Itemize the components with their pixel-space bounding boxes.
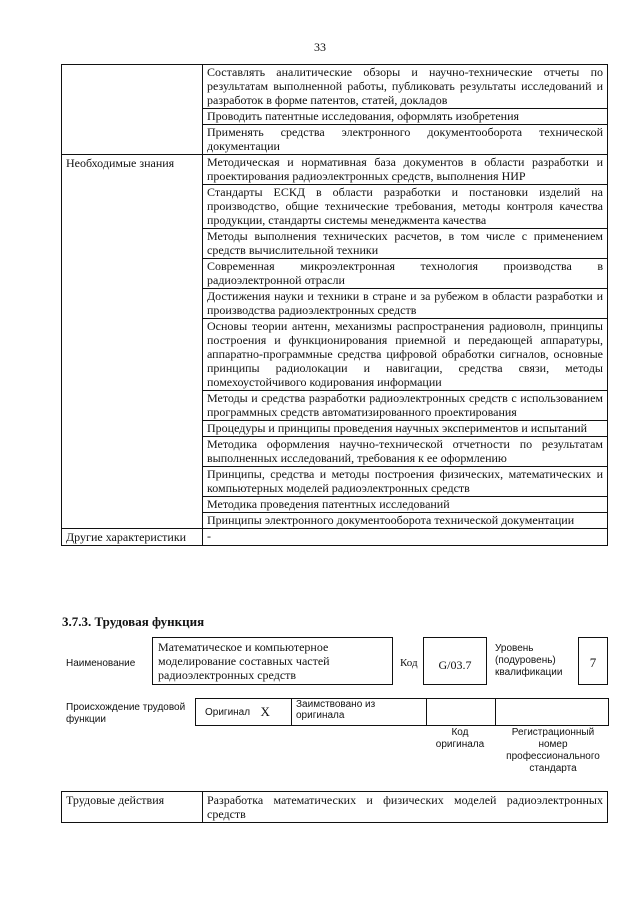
function-code-field: G/03.7 (423, 637, 487, 685)
qualification-level-label: Уровень (подуровень) квалификации (495, 643, 563, 678)
row-item: - (203, 529, 608, 546)
row-label: Необходимые знания (62, 155, 203, 529)
code-label: Код (400, 657, 418, 669)
borrowed-label: Заимствовано из оригинала (292, 699, 427, 726)
name-label: Наименование (66, 658, 136, 669)
original-code-cell (427, 699, 496, 726)
origin-label: Происхождение трудовой функции (66, 702, 186, 725)
labor-actions-table (61, 791, 608, 823)
original-code-caption: Код оригинала (435, 727, 485, 750)
competency-table (61, 64, 608, 546)
row-item: Основы теории антенн, механизмы распространения радиоволн, принципы построения и функционирования приемной и передающей аппаратуры, аппаратно-программные средства цифровой обработки сигналов, основные принципы радиолокации и навигации, средства связи, методы помехоустойчивого кодирования информации (203, 319, 608, 391)
row-item: Методика проведения патентных исследований (203, 497, 608, 513)
row-item: Стандарты ЕСКД в области разработки и постановки изделий на производство, общие технические требования, методы контроля качества продукции, стандарты системы менеджмента качества (203, 185, 608, 229)
function-name-field: Математическое и компьютерное моделирование составных частей радиоэлектронных средств (152, 637, 393, 685)
section-title: 3.7.3. Трудовая функция (62, 614, 205, 629)
table-row (62, 529, 608, 546)
row-item: Процедуры и принципы проведения научных экспериментов и испытаний (203, 421, 608, 437)
row-item: Принципы электронного документооборота технической документации (203, 513, 608, 529)
labor-actions-value: Разработка математических и физических моделей радиоэлектронных средств (203, 792, 608, 823)
row-item: Составлять аналитические обзоры и научно-технические отчеты по результатам выполненной работы, публиковать результаты исследований и разработок в форме патентов, статей, докладов (203, 65, 608, 109)
row-item: Методы выполнения технических расчетов, в том числе с применением средств вычислительной техники (203, 229, 608, 259)
row-item: Проводить патентные исследования, оформлять изобретения (203, 109, 608, 125)
original-mark: X (261, 699, 292, 726)
origin-table (195, 698, 609, 726)
labor-actions-label: Трудовые действия (62, 792, 203, 823)
page-number: 33 (314, 40, 326, 54)
row-item: Методика оформления научно-технической отчетности по результатам выполненных исследований, требования к ее оформлению (203, 437, 608, 467)
qualification-level-field: 7 (578, 637, 608, 685)
row-item: Достижения науки и техники в стране и за рубежом в области разработки и производства радиоэлектронных средств (203, 289, 608, 319)
row-item: Методы и средства разработки радиоэлектронных средств с использованием программных средств автоматизированного проектирования (203, 391, 608, 421)
row-item: Применять средства электронного документооборота технической документации (203, 125, 608, 155)
row-label (62, 65, 203, 155)
registration-number-cell (496, 699, 609, 726)
table-row (62, 155, 608, 185)
row-item: Методическая и нормативная база документов в области разработки и проектирования радиоэлектронных средств, выполнения НИР (203, 155, 608, 185)
row-item: Принципы, средства и методы построения физических, математических и компьютерных моделей радиоэлектронных средств (203, 467, 608, 497)
row-label: Другие характеристики (62, 529, 203, 546)
row-item: Современная микроэлектронная технология производства в радиоэлектронной отрасли (203, 259, 608, 289)
table-row (62, 65, 608, 109)
registration-number-caption: Регистрационный номер профессионального стандарта (506, 727, 600, 774)
original-label: Оригинал (196, 699, 261, 726)
